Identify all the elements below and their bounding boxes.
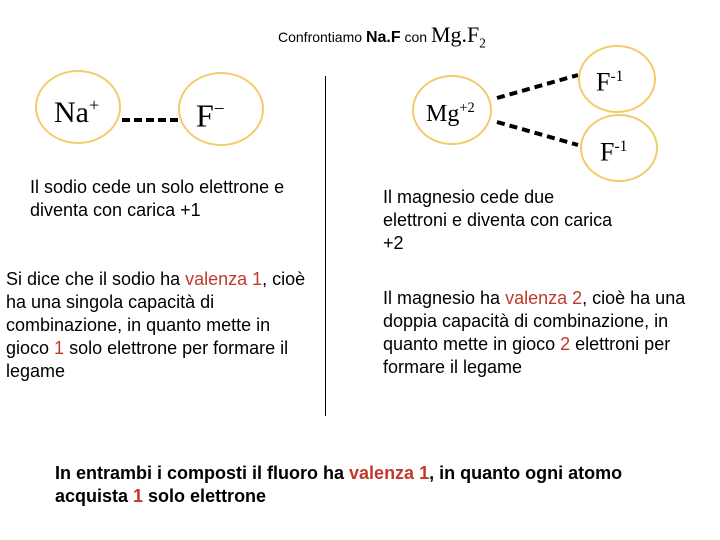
title-middle: con <box>400 29 431 45</box>
magnesium-charge-text: Il magnesio cede due elettroni e diventa con carica +2 <box>383 187 613 253</box>
mg-ion-label: $Mg^{+2}$ <box>426 100 475 127</box>
f1-ion-label: $F^{-1}$ <box>596 67 624 97</box>
f-ion-label: F− <box>196 97 225 134</box>
magnesium-valence-text: Il magnesio ha valenza 2, cioè ha una doppia capacità di combinazione, in quanto mette in gioco 2 elettroni per formare il legame <box>383 288 686 377</box>
title-compound-mgf2: $Mg.F_2$ <box>430 22 486 51</box>
mg-f1-bond <box>497 75 578 98</box>
conclusion-text: In entrambi i composti il fluoro ha valenza 1, in quanto ogni atomo acquista 1 solo elettrone <box>55 463 623 506</box>
sodium-charge-text: Il sodio cede un solo elettrone e diventa con carica +1 <box>30 177 285 220</box>
title-compound-naf: Na.F <box>365 29 401 46</box>
sodium-valence-text: Si dice che il sodio ha valenza 1, cioè ha una singola capacità di combinazione, in quanto mette in gioco 1 solo elettrone per formare il legame <box>6 269 306 381</box>
na-ion-label: Na+ <box>54 95 100 129</box>
mg-f2-bond <box>497 122 578 145</box>
title-prefix: Confrontiamo <box>278 29 366 45</box>
f2-ion-label: $F^{-1}$ <box>600 137 628 167</box>
